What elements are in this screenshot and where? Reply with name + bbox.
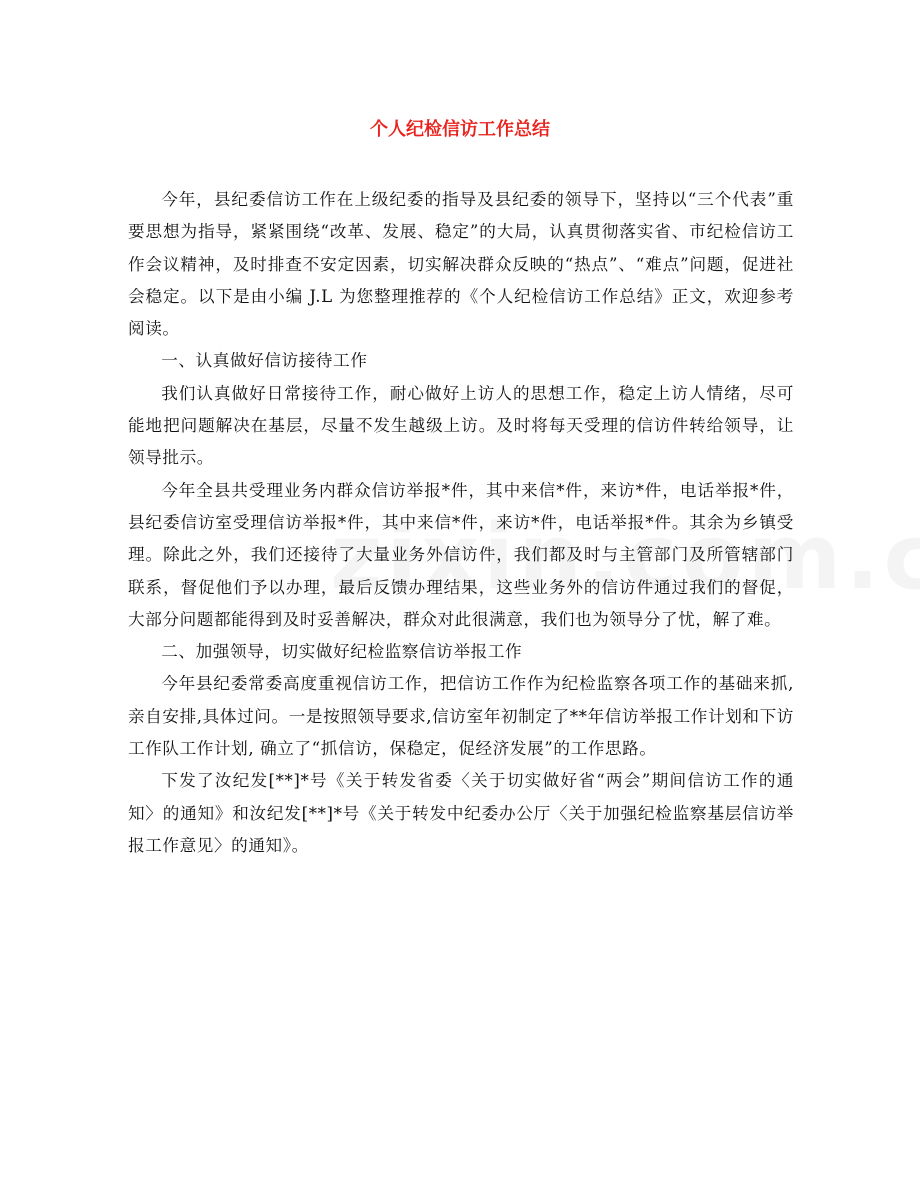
- paragraph-intro: 今年，县纪委信访工作在上级纪委的指导及县纪委的领导下，坚持以“三个代表”重要思想为指导，紧紧围绕“改革、发展、稳定”的大局，认真贯彻落实省、市纪检信访工作会议精神，及时排查不安定因素，切实解决群众反映的“热点”、“难点”问题，促进社会稳定。以下是由小编 J.L 为您整理推荐的《个人纪检信访工作总结》正文，欢迎参考阅读。: [128, 190, 794, 339]
- section-heading-1: 一、认真做好信访接待工作: [161, 351, 368, 371]
- paragraph: 今年全县共受理业务内群众信访举报*件，其中来信*件，来访*件，电话举报*件，县纪委信访室受理信访举报*件，其中来信*件，来访*件，电话举报*件。其余为乡镇受理。除此之外，我们还接待了大量业务外信访件，我们都及时与主管部门及所管辖部门联系，督促他们予以办理，最后反馈办理结果，这些业务外的信访件通过我们的督促，大部分问题都能得到及时妥善解决，群众对此很满意，我们也为领导分了忧，解了难。: [128, 480, 794, 629]
- paragraph: 今年县纪委常委高度重视信访工作，把信访工作作为纪检监察各项工作的基础来抓,亲自安排,具体过问。一是按照领导要求,信访室年初制定了**年信访举报工作计划和下访工作队工作计划, 确立了“抓信访，保稳定，促经济发展”的工作思路。: [128, 674, 794, 759]
- document-body: [128, 184, 794, 862]
- paragraph: 我们认真做好日常接待工作，耐心做好上访人的思想工作，稳定上访人情绪，尽可能地把问题解决在基层，尽量不发生越级上访。及时将每天受理的信访件转给领导，让领导批示。: [128, 383, 794, 468]
- document-title: 个人纪检信访工作总结: [370, 119, 550, 140]
- section-heading-2: 二、加强领导，切实做好纪检监察信访举报工作: [161, 642, 523, 662]
- paragraph: 下发了汝纪发[**]*号《关于转发省委〈关于切实做好省“两会”期间信访工作的通知〉的通知》和汝纪发[**]*号《关于转发中纪委办公厅〈关于加强纪检监察基层信访举报工作意见〉的通知》。: [128, 771, 794, 855]
